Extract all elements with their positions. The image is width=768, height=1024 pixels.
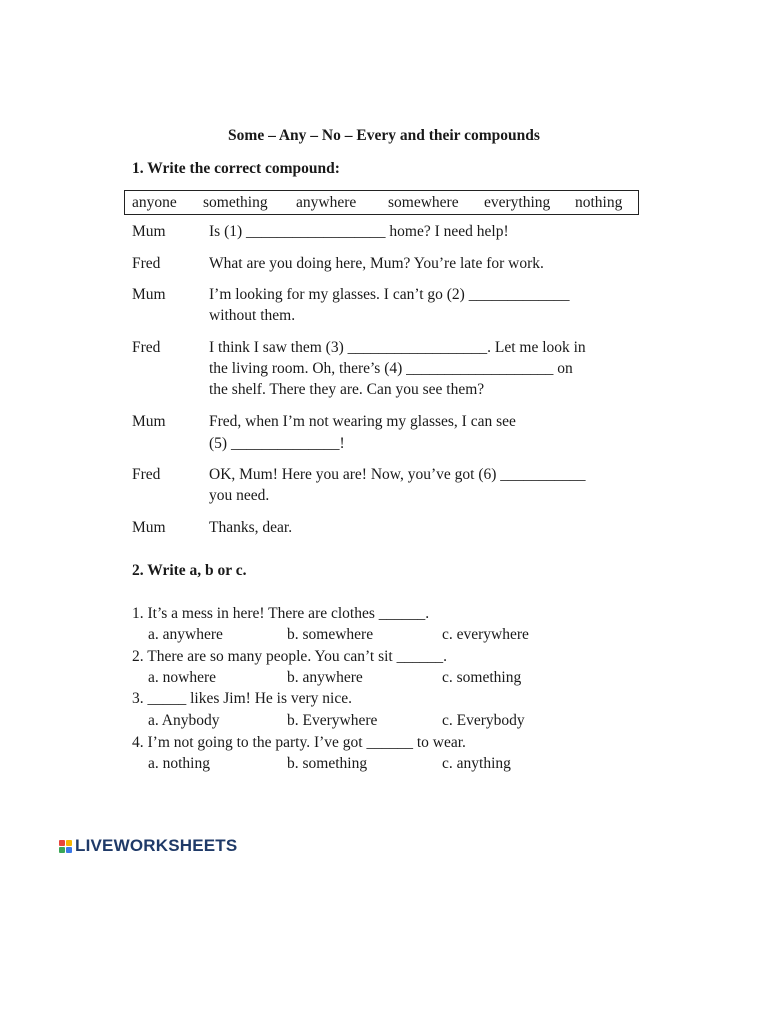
dialogue-speaker: Fred — [132, 466, 161, 483]
dialogue-line: you need. — [209, 487, 270, 504]
question-option: a. Anybody — [148, 712, 220, 729]
logo-square — [66, 847, 72, 853]
dialogue-line: Is (1) __________________ home? I need help! — [209, 223, 509, 240]
question-option: c. anything — [442, 755, 511, 772]
question-option: c. something — [442, 669, 522, 686]
question-text: 2. There are so many people. You can’t sit ______. — [132, 648, 447, 665]
logo-square — [66, 840, 72, 846]
dialogue-speaker: Fred — [132, 255, 161, 272]
dialogue-line: I’m looking for my glasses. I can’t go (2) _____________ — [209, 286, 570, 303]
dialogue-line: (5) ______________! — [209, 435, 345, 452]
page-title: Some – Any – No – Every and their compounds — [228, 127, 540, 144]
question-option: a. anywhere — [148, 626, 223, 643]
dialogue-line: the shelf. There they are. Can you see them? — [209, 381, 485, 398]
liveworksheets-logo — [59, 837, 237, 855]
question-text: 3. _____ likes Jim! He is very nice. — [132, 690, 352, 707]
dialogue-line: Thanks, dear. — [209, 519, 293, 536]
question-option: a. nowhere — [148, 669, 216, 686]
question-option: c. Everybody — [442, 712, 525, 729]
word-bank-box — [124, 190, 639, 215]
word-bank-item: everything — [484, 194, 551, 211]
dialogue-line: the living room. Oh, there’s (4) ___________________ on — [209, 360, 573, 377]
question-option: b. something — [287, 755, 368, 772]
question-text: 1. It’s a mess in here! There are clothes ______. — [132, 605, 430, 622]
section2-heading: 2. Write a, b or c. — [132, 562, 247, 579]
question-option: c. everywhere — [442, 626, 529, 643]
dialogue-line: I think I saw them (3) __________________. Let me look in — [209, 339, 586, 356]
question-text: 4. I’m not going to the party. I’ve got ______ to wear. — [132, 734, 466, 751]
dialogue-speaker: Mum — [132, 286, 166, 303]
word-bank-item: anywhere — [296, 194, 357, 211]
dialogue-speaker: Mum — [132, 413, 166, 430]
logo-square — [59, 840, 65, 846]
dialogue-speaker: Mum — [132, 519, 166, 536]
section1-heading: 1. Write the correct compound: — [132, 160, 340, 177]
dialogue-line: OK, Mum! Here you are! Now, you’ve got (6) ___________ — [209, 466, 586, 483]
question-option: b. anywhere — [287, 669, 363, 686]
question-option: a. nothing — [148, 755, 210, 772]
dialogue-speaker: Mum — [132, 223, 166, 240]
word-bank-item: something — [203, 194, 268, 211]
question-option: b. Everywhere — [287, 712, 378, 729]
word-bank-item: somewhere — [388, 194, 459, 211]
dialogue-line: What are you doing here, Mum? You’re late for work. — [209, 255, 544, 272]
dialogue-line: without them. — [209, 307, 296, 324]
word-bank-item: nothing — [575, 194, 623, 211]
logo-square — [59, 847, 65, 853]
logo-text: LIVEWORKSHEETS — [75, 836, 238, 855]
dialogue-speaker: Fred — [132, 339, 161, 356]
dialogue-line: Fred, when I’m not wearing my glasses, I can see — [209, 413, 516, 430]
question-option: b. somewhere — [287, 626, 374, 643]
liveworksheets-logo-icon — [59, 840, 72, 853]
word-bank-item: anyone — [132, 194, 177, 211]
